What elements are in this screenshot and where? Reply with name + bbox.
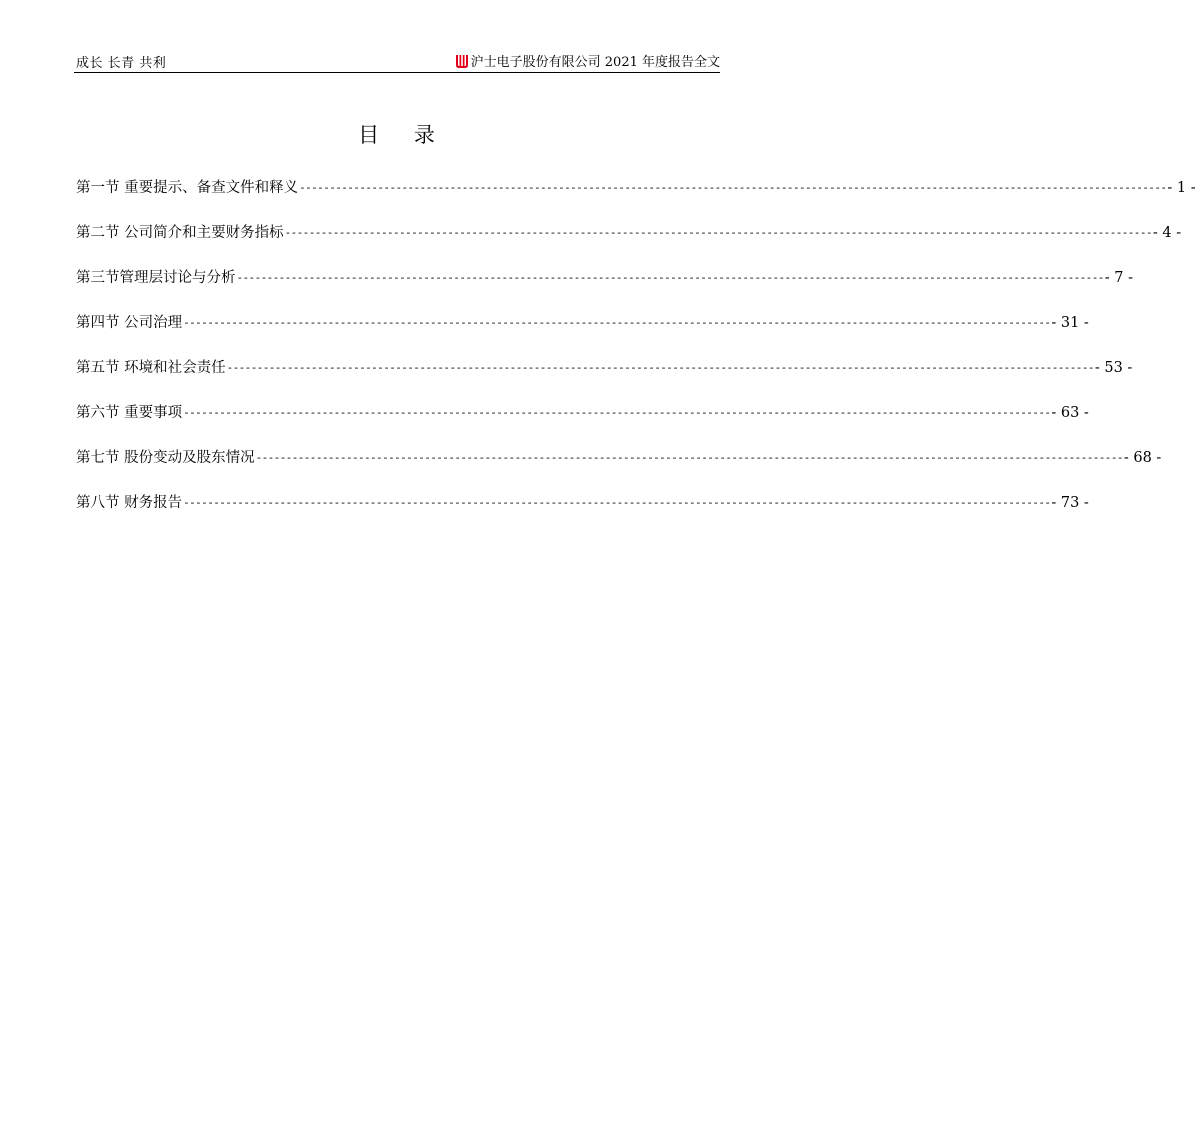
toc-entry[interactable] xyxy=(76,356,1133,401)
page-header xyxy=(74,50,720,73)
toc-entry-label: 第五节 环境和社会责任 xyxy=(76,360,226,376)
toc-entry[interactable] xyxy=(76,221,1182,266)
toc-entry-page: - 63 - xyxy=(1051,405,1089,421)
toc-entry[interactable] xyxy=(76,491,1089,536)
toc-leader: ------------------------------------------------------------------------------------------------------------------------------------------------ xyxy=(284,226,1152,239)
toc-leader: ------------------------------------------------------------------------------------------------------------------------------------------------ xyxy=(183,496,1051,509)
toc-entry-label: 第六节 重要事项 xyxy=(76,405,183,421)
toc-entry-page: - 68 - xyxy=(1123,450,1162,466)
toc-entry-label: 第二节 公司简介和主要财务指标 xyxy=(76,225,284,241)
header-report-title: 沪士电子股份有限公司 2021 年度报告全文 xyxy=(470,55,720,70)
toc-leader: ------------------------------------------------------------------------------------------------------------------------------------------------ xyxy=(299,181,1167,194)
header-company xyxy=(455,51,720,70)
toc-entry-page: - 31 - xyxy=(1051,315,1089,331)
toc-leader: ------------------------------------------------------------------------------------------------------------------------------------------------ xyxy=(255,451,1123,464)
toc-entry-label: 第四节 公司治理 xyxy=(76,315,183,331)
table-of-contents xyxy=(76,176,1196,536)
toc-entry[interactable] xyxy=(76,176,1196,221)
wus-logo-icon xyxy=(455,53,469,69)
toc-entry-label: 第三节管理层讨论与分析 xyxy=(76,270,236,286)
toc-entry[interactable] xyxy=(76,446,1162,491)
toc-entry-page: - 7 - xyxy=(1104,270,1133,286)
toc-entry[interactable] xyxy=(76,401,1089,446)
toc-entry-page: - 53 - xyxy=(1094,360,1133,376)
header-slogan: 成长 长青 共利 xyxy=(76,56,167,71)
toc-leader: ------------------------------------------------------------------------------------------------------------------------------------------------ xyxy=(236,271,1104,284)
toc-leader: ------------------------------------------------------------------------------------------------------------------------------------------------ xyxy=(226,361,1094,374)
toc-entry-label: 第八节 财务报告 xyxy=(76,495,183,511)
toc-entry-page: - 4 - xyxy=(1152,225,1182,241)
toc-leader: ------------------------------------------------------------------------------------------------------------------------------------------------ xyxy=(183,316,1051,329)
page-title: 目 录 xyxy=(358,123,449,147)
toc-entry-label: 第七节 股份变动及股东情况 xyxy=(76,450,255,466)
toc-leader: ------------------------------------------------------------------------------------------------------------------------------------------------ xyxy=(183,406,1051,419)
toc-entry-label: 第一节 重要提示、备查文件和释义 xyxy=(76,180,299,196)
toc-entry-page: - 73 - xyxy=(1051,495,1089,511)
toc-entry-page: - 1 - xyxy=(1167,180,1196,196)
toc-entry[interactable] xyxy=(76,311,1089,356)
toc-entry[interactable] xyxy=(76,266,1133,311)
